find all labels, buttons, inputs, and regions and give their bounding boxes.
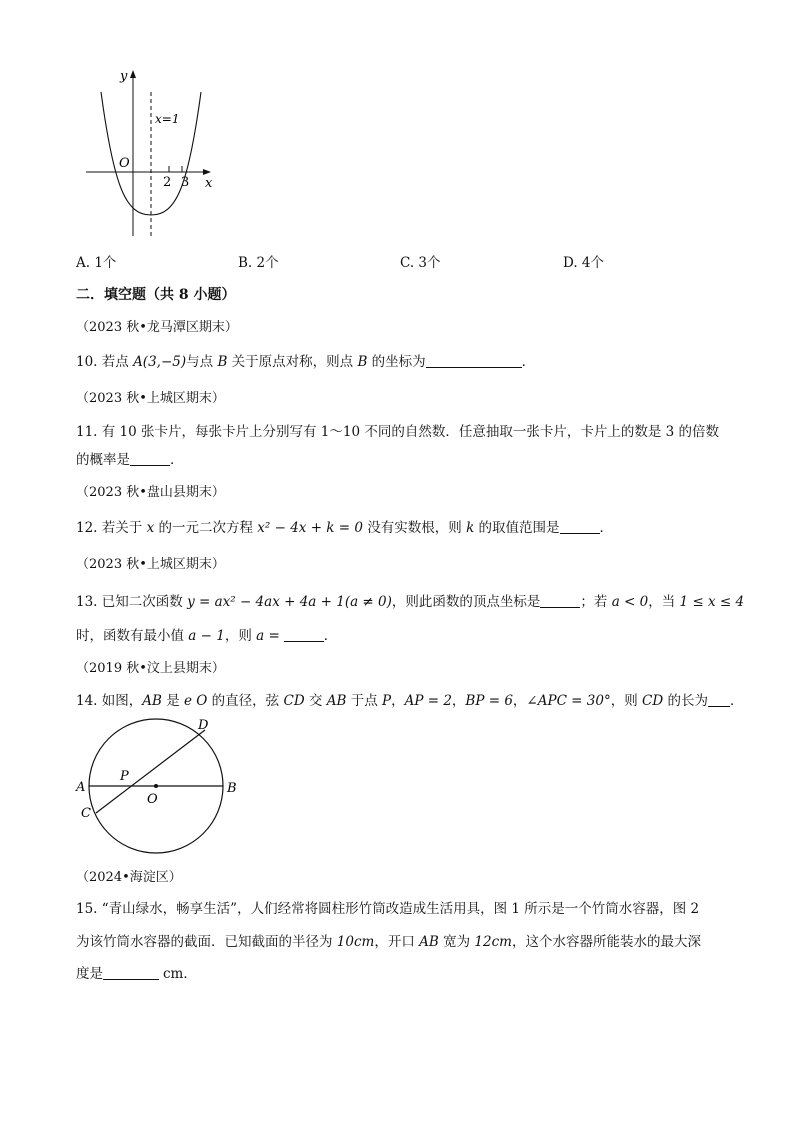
q11-source: （2023 秋•上城区期末） [76, 391, 225, 406]
q12-text: 12. 若关于 x 的一元二次方程 x² − 4x + k = 0 没有实数根，则 k 的取值范围是 ． [76, 520, 614, 536]
q15-line1: 15. “青山绿水，畅享生活”，人们经常将圆柱形竹筒改造成生活用具，图 1 所示是一个竹筒水容器，图 2 [76, 901, 700, 917]
q14-source: （2019 秋•汶上县期末） [76, 661, 225, 676]
label-a: A [76, 780, 86, 795]
q10-text: 10. 若点 A(3,−5)与点 B 关于原点对称，则点 B 的坐标为 ． [76, 354, 536, 370]
circle-figure [74, 713, 244, 863]
x-axis-arrow [203, 169, 211, 175]
label-p: P [120, 769, 129, 784]
label-b: B [227, 781, 237, 796]
q14-blank[interactable] [708, 692, 730, 707]
label-c: C [81, 806, 91, 821]
label-axis: x=1 [155, 112, 180, 126]
label-3: 3 [181, 175, 190, 190]
label-x: x [205, 176, 213, 191]
label-o: O [147, 792, 158, 807]
parabola-curve [101, 92, 201, 215]
option-c[interactable]: C. 3个 [400, 255, 441, 271]
option-d[interactable]: D. 4个 [563, 255, 605, 271]
parabola-figure [80, 62, 230, 240]
y-axis-arrow [130, 70, 136, 78]
q12-blank[interactable] [560, 519, 600, 534]
label-y: y [120, 69, 128, 84]
section-title: 二．填空题（共 8 小题） [76, 287, 236, 303]
q15-blank[interactable] [103, 965, 159, 980]
q13-blank-2[interactable] [284, 627, 324, 642]
center-dot [154, 784, 158, 788]
q10-blank[interactable] [426, 353, 522, 368]
q13-line2: 时，函数有最小值 a − 1，则 a = ． [76, 628, 338, 644]
q13-source: （2023 秋•上城区期末） [76, 557, 225, 572]
label-d: D [198, 718, 209, 733]
q15-line2: 为该竹筒水容器的截面．已知截面的半径为 10cm，开口 AB 宽为 12cm，这个水容器所能装水的最大深 [76, 934, 701, 950]
option-b[interactable]: B. 2个 [238, 255, 279, 271]
q11-blank[interactable] [130, 451, 170, 466]
q13-line1: 13. 已知二次函数 y = ax² − 4ax + 4a + 1(a ≠ 0)，则此函数的顶点坐标是 ；若 a < 0，当 1 ≤ x ≤ 4 [76, 594, 745, 610]
q11-line1: 11. 有 10 张卡片，每张卡片上分别写有 1～10 不同的自然数．任意抽取一张卡片，卡片上的数是 3 的倍数 [76, 424, 720, 440]
q11-line2: 的概率是 ． [76, 452, 184, 468]
option-a[interactable]: A. 1个 [76, 255, 117, 271]
label-origin: O [119, 156, 130, 171]
label-2: 2 [163, 175, 172, 190]
q10-source: （2023 秋•龙马潭区期末） [76, 320, 238, 335]
q14-text: 14. 如图，AB 是 e O 的直径，弦 CD 交 AB 于点 P，AP = 2，BP = 6，∠APC = 30°，则 CD 的长为 ． [76, 693, 744, 709]
q12-source: （2023 秋•盘山县期末） [76, 485, 225, 500]
q13-blank-1[interactable] [540, 593, 580, 608]
q15-source: （2024•海淀区） [76, 870, 182, 885]
q15-line3: 度是 cm． [76, 966, 197, 982]
